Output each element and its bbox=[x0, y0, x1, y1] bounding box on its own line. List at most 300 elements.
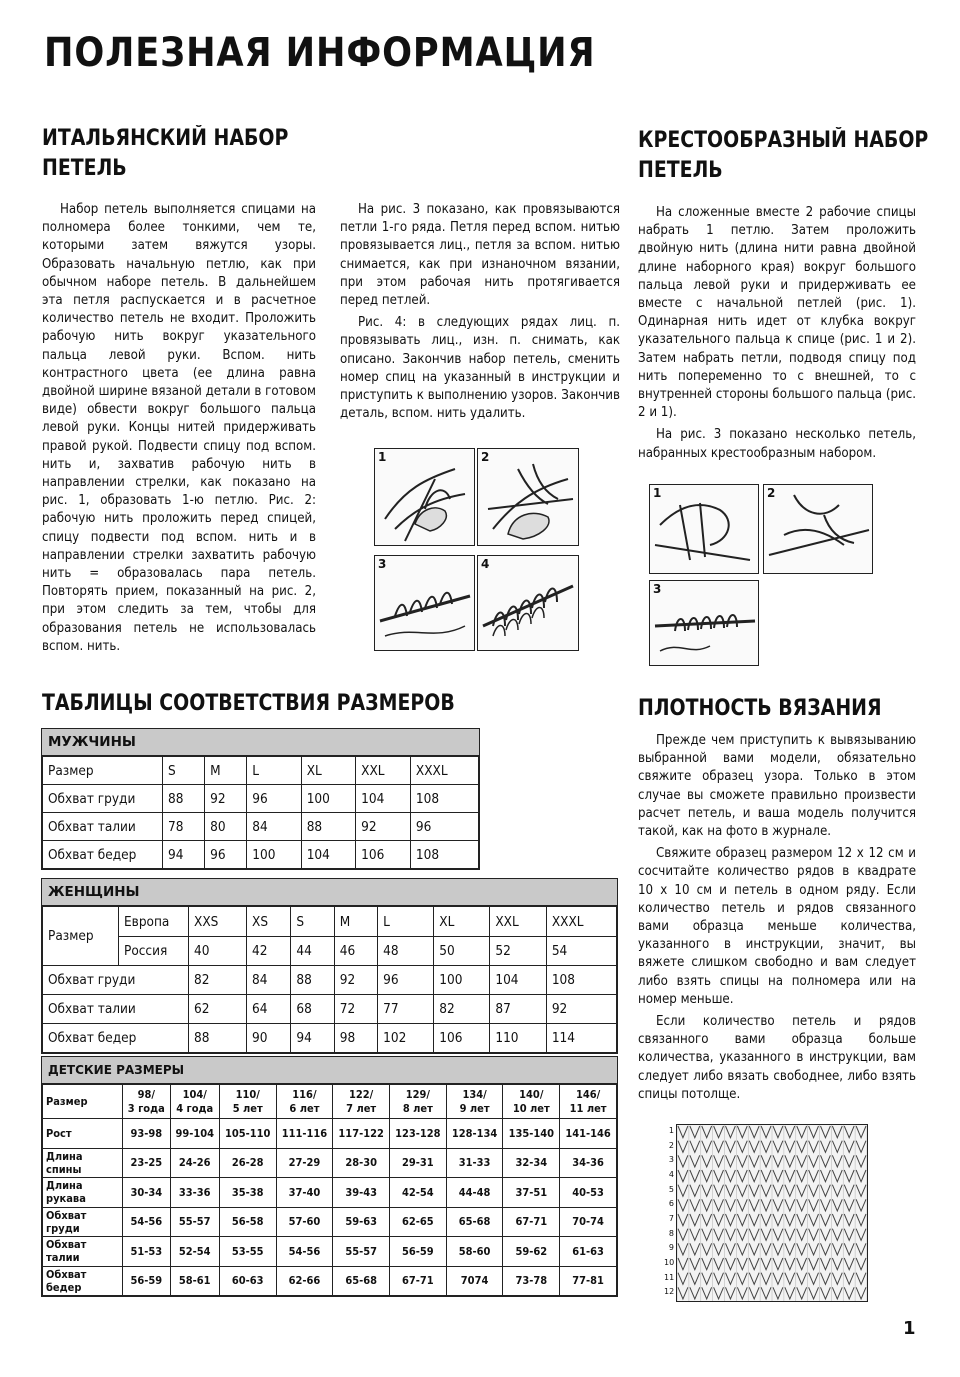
row-label: Обхват талии bbox=[43, 1237, 123, 1267]
table-row bbox=[43, 1207, 617, 1237]
row-label: Обхват талии bbox=[43, 813, 163, 841]
knit-stitch bbox=[702, 1287, 712, 1299]
table-cell: 67-71 bbox=[390, 1266, 447, 1296]
table-row bbox=[43, 813, 479, 841]
knit-stitch bbox=[832, 1185, 842, 1197]
knit-stitch bbox=[821, 1287, 831, 1299]
row-number: 4 bbox=[668, 1170, 674, 1179]
table-row bbox=[43, 1024, 617, 1053]
table-cell: 51-53 bbox=[123, 1237, 171, 1267]
knit-stitch bbox=[761, 1170, 771, 1182]
table-cell: 62 bbox=[189, 995, 247, 1024]
knit-stitch bbox=[785, 1258, 795, 1270]
table-cell: 96 bbox=[247, 785, 301, 813]
knit-stitch bbox=[856, 1155, 866, 1167]
hand-illustration-icon bbox=[478, 449, 578, 545]
column-header: 140/ 10 лет bbox=[503, 1085, 560, 1119]
knit-stitch bbox=[714, 1258, 724, 1270]
cross-paragraph-2: На рис. 3 показано несколько петель, набранных крестообразным набором. bbox=[638, 427, 916, 461]
knit-stitch bbox=[678, 1214, 688, 1226]
knit-stitch bbox=[821, 1170, 831, 1182]
column-header: 146/ 11 лет bbox=[560, 1085, 617, 1119]
table-cell: 92 bbox=[546, 995, 616, 1024]
table-cell: 67-71 bbox=[503, 1207, 560, 1237]
knit-stitch bbox=[832, 1170, 842, 1182]
knit-stitch bbox=[737, 1141, 747, 1153]
table-cell: 59-63 bbox=[333, 1207, 390, 1237]
knit-stitch bbox=[761, 1258, 771, 1270]
table-cell: 55-57 bbox=[170, 1207, 219, 1237]
table-cell: 30-34 bbox=[123, 1178, 171, 1208]
knit-stitch bbox=[797, 1287, 807, 1299]
row-number: 6 bbox=[668, 1199, 674, 1209]
table-cell: 40 bbox=[189, 937, 247, 966]
knit-stitch bbox=[797, 1273, 807, 1285]
knit-stitch bbox=[821, 1214, 831, 1226]
knit-stitch bbox=[761, 1229, 771, 1241]
table-cell: XXXL bbox=[546, 907, 616, 937]
knit-stitch bbox=[690, 1155, 700, 1167]
table-cell: 64 bbox=[247, 995, 291, 1024]
table-cell: 108 bbox=[410, 785, 478, 813]
knit-stitch bbox=[749, 1199, 759, 1211]
knit-stitch bbox=[844, 1287, 854, 1299]
knit-stitch bbox=[761, 1199, 771, 1211]
knit-stitch bbox=[749, 1185, 759, 1197]
knit-stitch bbox=[726, 1229, 736, 1241]
knit-stitch bbox=[773, 1229, 783, 1241]
table-cell: 96 bbox=[410, 813, 478, 841]
knit-stitch bbox=[678, 1258, 688, 1270]
table-cell: 62-65 bbox=[390, 1207, 447, 1237]
table-cell: XXL bbox=[490, 907, 546, 937]
knit-stitch bbox=[821, 1141, 831, 1153]
table-cell: 62-66 bbox=[276, 1266, 333, 1296]
table-row bbox=[43, 757, 479, 785]
knit-stitch bbox=[797, 1229, 807, 1241]
table-cell: 94 bbox=[163, 841, 205, 869]
knit-stitch bbox=[832, 1126, 842, 1138]
knit-stitch bbox=[832, 1287, 842, 1299]
table-row bbox=[43, 841, 479, 869]
row-number: 5 bbox=[668, 1184, 674, 1194]
row-label: Обхват бедер bbox=[43, 841, 163, 869]
knit-stitch bbox=[690, 1273, 700, 1285]
knit-stitch bbox=[844, 1155, 854, 1167]
table-cell: 106 bbox=[434, 1024, 490, 1053]
italian-fig-1 bbox=[374, 448, 475, 546]
table-cell: XXS bbox=[189, 907, 247, 937]
knit-stitch bbox=[702, 1243, 712, 1255]
gauge-swatch-grid bbox=[676, 1124, 868, 1302]
knit-stitch bbox=[702, 1229, 712, 1241]
knit-stitch bbox=[678, 1185, 688, 1197]
women-table bbox=[42, 906, 617, 1053]
knit-stitch bbox=[809, 1243, 819, 1255]
table-cell: 105-110 bbox=[219, 1119, 276, 1149]
fig-number: 1 bbox=[378, 450, 387, 464]
knit-stitch bbox=[809, 1214, 819, 1226]
table-cell: 77-81 bbox=[560, 1266, 617, 1296]
table-cell: XL bbox=[301, 757, 355, 785]
table-cell: M bbox=[334, 907, 377, 937]
table-cell: 82 bbox=[189, 966, 247, 995]
knit-stitch bbox=[690, 1243, 700, 1255]
knit-stitch bbox=[797, 1214, 807, 1226]
italian-heading bbox=[42, 124, 288, 184]
stitches-illustration-icon bbox=[478, 556, 578, 650]
table-cell: 48 bbox=[378, 937, 434, 966]
knit-stitch bbox=[749, 1170, 759, 1182]
density-paragraph-1: Прежде чем приступить к вывязыванию выбранной вами модели, обязательно свяжите образец узора. Только в этом случае вы сможете правильно произвести расчет петель, и ваша модель получится такой, как на фото в журнале. bbox=[638, 733, 916, 840]
table-cell: 54-56 bbox=[123, 1207, 171, 1237]
table-cell: XXXL bbox=[410, 757, 478, 785]
fig-number: 2 bbox=[767, 486, 776, 500]
table-cell: 37-40 bbox=[276, 1178, 333, 1208]
knit-stitch bbox=[737, 1214, 747, 1226]
table-cell: 54 bbox=[546, 937, 616, 966]
table-cell: XS bbox=[247, 907, 291, 937]
knit-stitch bbox=[702, 1170, 712, 1182]
knit-stitch bbox=[809, 1126, 819, 1138]
knit-stitch bbox=[785, 1126, 795, 1138]
italian-heading-line1: ИТАЛЬЯНСКИЙ НАБОР bbox=[42, 126, 289, 151]
knit-stitch bbox=[832, 1273, 842, 1285]
table-cell: 135-140 bbox=[503, 1119, 560, 1149]
knit-stitch bbox=[714, 1155, 724, 1167]
cross-text bbox=[638, 204, 916, 463]
table-cell: 29-31 bbox=[390, 1148, 447, 1178]
knit-stitch bbox=[714, 1243, 724, 1255]
table-cell: 31-33 bbox=[446, 1148, 503, 1178]
knit-stitch bbox=[690, 1258, 700, 1270]
cross-fig-2 bbox=[763, 484, 873, 574]
table-row bbox=[43, 966, 617, 995]
knit-stitch bbox=[785, 1243, 795, 1255]
table-cell: 108 bbox=[546, 966, 616, 995]
table-cell: 52-54 bbox=[170, 1237, 219, 1267]
density-paragraph-2: Свяжите образец размером 12 х 12 см и сосчитайте количество рядов в квадрате 10 х 10 см и петель в одном ряду. Если количество петель и рядов связанного вами образца меньше количества, указанного в инструкции, значит, вы вяжете слишком свободно и вам следует либо взять спицы на полномера или на номер меньше. bbox=[638, 846, 916, 1007]
row-label: Обхват талии bbox=[43, 995, 189, 1024]
table-cell: 72 bbox=[334, 995, 377, 1024]
table-cell: 52 bbox=[490, 937, 546, 966]
knit-stitch bbox=[737, 1126, 747, 1138]
knit-stitch bbox=[797, 1258, 807, 1270]
table-cell: 117-122 bbox=[333, 1119, 390, 1149]
table-cell: 68 bbox=[291, 995, 334, 1024]
knit-stitch bbox=[737, 1243, 747, 1255]
knit-stitch bbox=[726, 1126, 736, 1138]
knit-stitch bbox=[737, 1258, 747, 1270]
knit-stitch bbox=[785, 1214, 795, 1226]
table-row bbox=[43, 937, 617, 966]
table-cell: 27-29 bbox=[276, 1148, 333, 1178]
table-cell: 96 bbox=[205, 841, 247, 869]
row-number: 9 bbox=[668, 1243, 674, 1253]
cross-heading-line2: ПЕТЕЛЬ bbox=[638, 158, 723, 183]
table-cell: 33-36 bbox=[170, 1178, 219, 1208]
column-header: 134/ 9 лет bbox=[446, 1085, 503, 1119]
knit-stitch bbox=[832, 1141, 842, 1153]
table-cell: 56-59 bbox=[123, 1266, 171, 1296]
table-cell: 104 bbox=[356, 785, 411, 813]
knit-stitch bbox=[809, 1170, 819, 1182]
knit-stitch bbox=[690, 1229, 700, 1241]
table-cell: 42 bbox=[247, 937, 291, 966]
cross-fig-3 bbox=[649, 580, 759, 666]
knit-stitch bbox=[761, 1155, 771, 1167]
table-cell: 104 bbox=[490, 966, 546, 995]
page-title: ПОЛЕЗНАЯ ИНФОРМАЦИЯ bbox=[44, 30, 596, 76]
table-cell: 93-98 bbox=[123, 1119, 171, 1149]
knit-stitch bbox=[797, 1199, 807, 1211]
table-cell: 55-57 bbox=[333, 1237, 390, 1267]
table-cell: 53-55 bbox=[219, 1237, 276, 1267]
column-header: 110/ 5 лет bbox=[219, 1085, 276, 1119]
table-cell: 88 bbox=[189, 1024, 247, 1053]
stitches-illustration-icon bbox=[650, 581, 758, 665]
knit-stitch bbox=[678, 1141, 688, 1153]
knit-stitch bbox=[749, 1155, 759, 1167]
kids-table-block bbox=[41, 1056, 618, 1297]
row-label: Размер bbox=[43, 907, 119, 966]
knit-stitch bbox=[832, 1229, 842, 1241]
table-row bbox=[43, 1119, 617, 1149]
knit-stitch bbox=[797, 1185, 807, 1197]
fig-number: 3 bbox=[653, 582, 662, 596]
knit-stitch bbox=[690, 1287, 700, 1299]
knit-stitch bbox=[737, 1287, 747, 1299]
table-cell: 61-63 bbox=[560, 1237, 617, 1267]
table-row bbox=[43, 1266, 617, 1296]
italian-col1 bbox=[42, 201, 316, 656]
women-table-title: ЖЕНЩИНЫ bbox=[42, 879, 617, 906]
knit-stitch bbox=[856, 1229, 866, 1241]
knit-stitch bbox=[809, 1258, 819, 1270]
knit-stitch bbox=[737, 1155, 747, 1167]
knit-stitch bbox=[832, 1243, 842, 1255]
knit-stitch bbox=[726, 1141, 736, 1153]
knit-stitch bbox=[856, 1214, 866, 1226]
row-label: Длина рукава bbox=[43, 1178, 123, 1208]
knit-stitch bbox=[678, 1199, 688, 1211]
knit-stitch bbox=[726, 1273, 736, 1285]
knit-stitch bbox=[832, 1155, 842, 1167]
knit-stitch bbox=[785, 1170, 795, 1182]
cross-paragraph-1: На сложенные вместе 2 рабочие спицы набрать 1 петлю. Затем проложить двойную нить (длина нити равна двойной длине наборного края) вокруг большого пальца левой руки и придерживать ее вместе с начальной петлей (рис. 1). Одинарная нить идет от клубка вокруг указательного пальца к спице (рис. 1 и 2). Затем набрать петли, подводя спицу под нить попеременно то с внешней, то с внутренней стороны большого пальца (рис. 2 и 1). bbox=[638, 205, 916, 421]
knit-stitch bbox=[714, 1141, 724, 1153]
knit-stitch bbox=[726, 1170, 736, 1182]
table-cell: XXL bbox=[356, 757, 411, 785]
italian-col2 bbox=[340, 201, 620, 423]
knit-stitch bbox=[821, 1185, 831, 1197]
knit-stitch bbox=[761, 1185, 771, 1197]
knit-stitch bbox=[761, 1287, 771, 1299]
row-number: 12 bbox=[664, 1287, 675, 1297]
row-label: Рост bbox=[43, 1119, 123, 1149]
knit-stitch bbox=[821, 1199, 831, 1211]
row-number: 2 bbox=[668, 1140, 674, 1150]
table-cell: 35-38 bbox=[219, 1178, 276, 1208]
table-cell: 70-74 bbox=[560, 1207, 617, 1237]
table-cell: 73-78 bbox=[503, 1266, 560, 1296]
knit-stitch bbox=[773, 1155, 783, 1167]
knit-stitch bbox=[785, 1141, 795, 1153]
table-cell: S bbox=[291, 907, 334, 937]
table-cell: 84 bbox=[247, 966, 291, 995]
knit-stitch bbox=[749, 1243, 759, 1255]
knit-stitch bbox=[690, 1185, 700, 1197]
table-cell: 60-63 bbox=[219, 1266, 276, 1296]
region-label: Европа bbox=[119, 907, 189, 937]
table-cell: 106 bbox=[356, 841, 411, 869]
table-cell: 100 bbox=[247, 841, 301, 869]
table-cell: L bbox=[247, 757, 301, 785]
knit-stitch bbox=[821, 1229, 831, 1241]
knit-stitch bbox=[844, 1185, 854, 1197]
table-cell: 128-134 bbox=[446, 1119, 503, 1149]
knit-stitch bbox=[749, 1258, 759, 1270]
table-cell: 44 bbox=[291, 937, 334, 966]
table-cell: 26-28 bbox=[219, 1148, 276, 1178]
knit-stitch bbox=[832, 1199, 842, 1211]
italian-paragraph-fig3: На рис. 3 показано, как провязываются петли 1-го ряда. Петля перед вспом. нитью провязывается лиц., петля за вспом. нитью снимается, как при изнаночном вязании, при этом рабочая нить протягивается перед петлей. bbox=[340, 202, 620, 309]
table-cell: 77 bbox=[378, 995, 434, 1024]
table-row bbox=[43, 1148, 617, 1178]
knit-stitch bbox=[773, 1214, 783, 1226]
row-label: Обхват бедер bbox=[43, 1024, 189, 1053]
table-cell: 78 bbox=[163, 813, 205, 841]
table-cell: 114 bbox=[546, 1024, 616, 1053]
row-label: Размер bbox=[43, 1085, 123, 1119]
knit-stitch bbox=[737, 1185, 747, 1197]
knit-stitch bbox=[726, 1243, 736, 1255]
table-cell: 90 bbox=[247, 1024, 291, 1053]
italian-fig-4 bbox=[477, 555, 579, 651]
table-cell: L bbox=[378, 907, 434, 937]
italian-paragraph: Набор петель выполняется спицами на полномера более тонкими, чем те, которыми затем вяжутся узоры. Образовать начальную петлю, как при обычном наборе петель. В дальнейшем эта петля распускается и в расчетное количество петель не входит. Проложить рабочую нить вокруг указательного пальца левой руки. Вспом. нить контрастного цвета (ее длина равна двойной ширине вязаной детали в готовом виде) обвести вокруг большого пальца левой руки. Концы нитей придерживать правой рукой. Подвести спицу под вспом. нить и, захватив рабочую нить в направлении стрелки, как показано на рис. 1, образовать 1-ю петлю. Рис. 2: рабочую нить проложить перед спицей, спицу подвести под вспом. нить и в направлении стрелки захватить рабочую нить = образовалась пара петель. Повторять прием, показанный на рис. 2, при этом следить за тем, чтобы для образования петель не использовалась вспом. нить. bbox=[42, 202, 316, 654]
knit-stitch bbox=[856, 1126, 866, 1138]
row-number: 11 bbox=[664, 1272, 675, 1282]
table-cell: 54-56 bbox=[276, 1237, 333, 1267]
table-cell: S bbox=[163, 757, 205, 785]
italian-fig-3 bbox=[374, 555, 475, 651]
knit-stitch bbox=[702, 1141, 712, 1153]
row-number: 7 bbox=[668, 1214, 674, 1223]
density-heading: ПЛОТНОСТЬ ВЯЗАНИЯ bbox=[638, 696, 882, 721]
knit-stitch bbox=[844, 1170, 854, 1182]
table-cell: 141-146 bbox=[560, 1119, 617, 1149]
table-cell: 108 bbox=[410, 841, 478, 869]
row-number: 1 bbox=[668, 1126, 674, 1135]
knit-stitch bbox=[809, 1185, 819, 1197]
knit-stitch bbox=[678, 1273, 688, 1285]
kids-table bbox=[42, 1084, 617, 1296]
knit-stitch bbox=[749, 1214, 759, 1226]
knit-stitch bbox=[702, 1273, 712, 1285]
knit-stitch bbox=[797, 1141, 807, 1153]
knit-stitch bbox=[773, 1258, 783, 1270]
row-number: 3 bbox=[668, 1155, 674, 1165]
cross-heading-line1: КРЕСТООБРАЗНЫЙ НАБОР bbox=[638, 128, 929, 153]
knit-stitch bbox=[856, 1258, 866, 1270]
knit-stitch bbox=[749, 1273, 759, 1285]
table-cell: 24-26 bbox=[170, 1148, 219, 1178]
knit-stitch bbox=[856, 1141, 866, 1153]
hand-illustration-icon bbox=[375, 449, 474, 545]
knit-stitch bbox=[749, 1287, 759, 1299]
table-cell: 111-116 bbox=[276, 1119, 333, 1149]
region-label: Россия bbox=[119, 937, 189, 966]
cross-fig-1 bbox=[649, 484, 759, 574]
column-header: 129/ 8 лет bbox=[390, 1085, 447, 1119]
knit-stitch bbox=[773, 1243, 783, 1255]
knit-stitch bbox=[773, 1126, 783, 1138]
stitches-illustration-icon bbox=[375, 556, 474, 650]
knit-swatch-icon bbox=[677, 1125, 867, 1301]
column-header: 116/ 6 лет bbox=[276, 1085, 333, 1119]
knit-stitch bbox=[714, 1273, 724, 1285]
knit-stitch bbox=[737, 1170, 747, 1182]
knit-stitch bbox=[714, 1199, 724, 1211]
page-number: 1 bbox=[903, 1318, 916, 1339]
knit-stitch bbox=[773, 1273, 783, 1285]
table-row bbox=[43, 1178, 617, 1208]
knit-stitch bbox=[714, 1214, 724, 1226]
knit-stitch bbox=[809, 1141, 819, 1153]
knit-stitch bbox=[773, 1185, 783, 1197]
knit-stitch bbox=[856, 1287, 866, 1299]
row-label: Обхват груди bbox=[43, 1207, 123, 1237]
knit-stitch bbox=[726, 1155, 736, 1167]
knit-stitch bbox=[844, 1141, 854, 1153]
table-row bbox=[43, 1237, 617, 1267]
row-number: 8 bbox=[668, 1228, 674, 1238]
table-cell: 80 bbox=[205, 813, 247, 841]
row-label: Обхват бедер bbox=[43, 1266, 123, 1296]
knit-stitch bbox=[821, 1243, 831, 1255]
knit-stitch bbox=[726, 1287, 736, 1299]
knit-stitch bbox=[690, 1199, 700, 1211]
knit-stitch bbox=[809, 1273, 819, 1285]
table-cell: 92 bbox=[205, 785, 247, 813]
table-row bbox=[43, 785, 479, 813]
knit-stitch bbox=[856, 1273, 866, 1285]
fig-number: 3 bbox=[378, 557, 387, 571]
knit-stitch bbox=[832, 1214, 842, 1226]
knit-stitch bbox=[785, 1229, 795, 1241]
row-label: Размер bbox=[43, 757, 163, 785]
table-cell: 94 bbox=[291, 1024, 334, 1053]
table-cell: 123-128 bbox=[390, 1119, 447, 1149]
column-header: 122/ 7 лет bbox=[333, 1085, 390, 1119]
knit-stitch bbox=[821, 1273, 831, 1285]
column-header: 98/ 3 года bbox=[123, 1085, 171, 1119]
knit-stitch bbox=[690, 1141, 700, 1153]
knit-stitch bbox=[690, 1126, 700, 1138]
knit-stitch bbox=[702, 1258, 712, 1270]
table-cell: 56-58 bbox=[219, 1207, 276, 1237]
table-row bbox=[43, 995, 617, 1024]
knit-stitch bbox=[785, 1287, 795, 1299]
table-cell: 100 bbox=[301, 785, 355, 813]
table-cell: 23-25 bbox=[123, 1148, 171, 1178]
men-table-block bbox=[41, 728, 480, 870]
table-cell: 102 bbox=[378, 1024, 434, 1053]
knit-stitch bbox=[856, 1199, 866, 1211]
fig-number: 4 bbox=[481, 557, 490, 571]
knit-stitch bbox=[714, 1170, 724, 1182]
